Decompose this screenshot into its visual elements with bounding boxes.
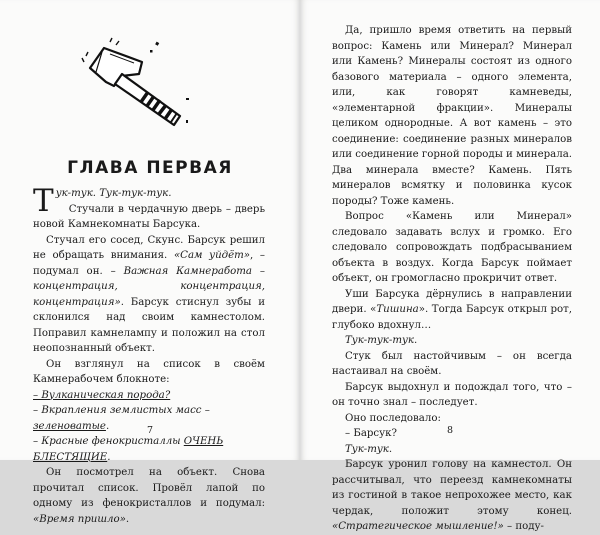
paragraph: Барсук уронил голову на камнестол. Он рассчитывал, что переезд камнекомнаты из гостиной в такое непрохожее место, как чердак, положит этому конец. «Стратегическое мышление!» – поду- xyxy=(332,459,572,532)
paragraph: Вопрос «Камень или Минерал» следовало задавать вслух и громко. Его следовало сопровождать подбрасыванием объекта в воздух. Когда Барсук поймает объект, он громогласно прокричит ответ. xyxy=(332,211,572,284)
paragraph: Стук был настойчивым – он всегда настаивал на своём. xyxy=(332,350,572,377)
knock-text: ук-тук. Тук-тук-тук. xyxy=(55,188,172,199)
paragraph: Стучали в чердачную дверь – дверь новой Камнекомнаты Барсука. xyxy=(33,203,265,230)
drop-cap: Т xyxy=(33,183,54,219)
right-page xyxy=(300,0,600,532)
paragraph: Тук-тук-тук. xyxy=(345,335,418,346)
paragraph: Да, пришло время ответить на первый вопрос: Камень или Минерал? Минерал или Камень? Минералы состоят из одного базового материала – одного элемента, или, как говорят камневеды, «элементарной фракции». Минералы целиком однородные. А вот камень – это соединение: соединение разных минералов или соединение горной породы и минерала. Два минерала вместе? Камень. Пять минералов всмятку и половинка кусок породы? Тоже камень. xyxy=(332,25,572,207)
chapter-title: ГЛАВА ПЕРВАЯ xyxy=(67,158,233,178)
page-number: 7 xyxy=(146,425,154,436)
paragraph: Стучал его сосед, Скунс. Барсук решил не обращать внимания. «Сам уйдёт», – подумал он. – Важная Камнеработа – концентрация, концентрация, концентрация». Барсук стиснул зубы и склонился над своим камнестолом. Поправил камнелампу и положил на стол неопознанный объект. xyxy=(33,234,266,354)
list-item: – Красные фенокристаллы ОЧЕНЬ БЛЕСТЯЩИЕ. xyxy=(33,436,224,463)
paragraph: Уши Барсука дёрнулись в направлении двери. «Тишина». Тогда Барсук открыл рот, глубоко вдохнул… xyxy=(332,288,573,331)
paragraph: – Барсук? xyxy=(345,428,397,439)
page-number: 8 xyxy=(446,425,454,436)
paragraph: Оно последовало: xyxy=(345,412,441,424)
paragraph: Барсук выдохнул и подождал того, что – он точно знал – последует. xyxy=(332,381,572,408)
left-page xyxy=(0,0,300,525)
paragraph: Он посмотрел на объект. Снова прочитал список. Провёл лапой по одному из фенокристаллов и подумал: «Время пришло». xyxy=(33,467,265,525)
left-page-text xyxy=(33,183,266,527)
list-item: – Вулканическая порода? xyxy=(33,389,171,401)
list-item: – Вкрапления землистых масс – зеленоватые. xyxy=(33,405,210,432)
hammer-illustration xyxy=(82,38,202,133)
paragraph: Он взглянул на список в своём Камнерабочем блокноте: xyxy=(33,358,265,385)
right-page-text xyxy=(332,23,572,535)
paragraph: Тук-тук. xyxy=(345,443,393,455)
